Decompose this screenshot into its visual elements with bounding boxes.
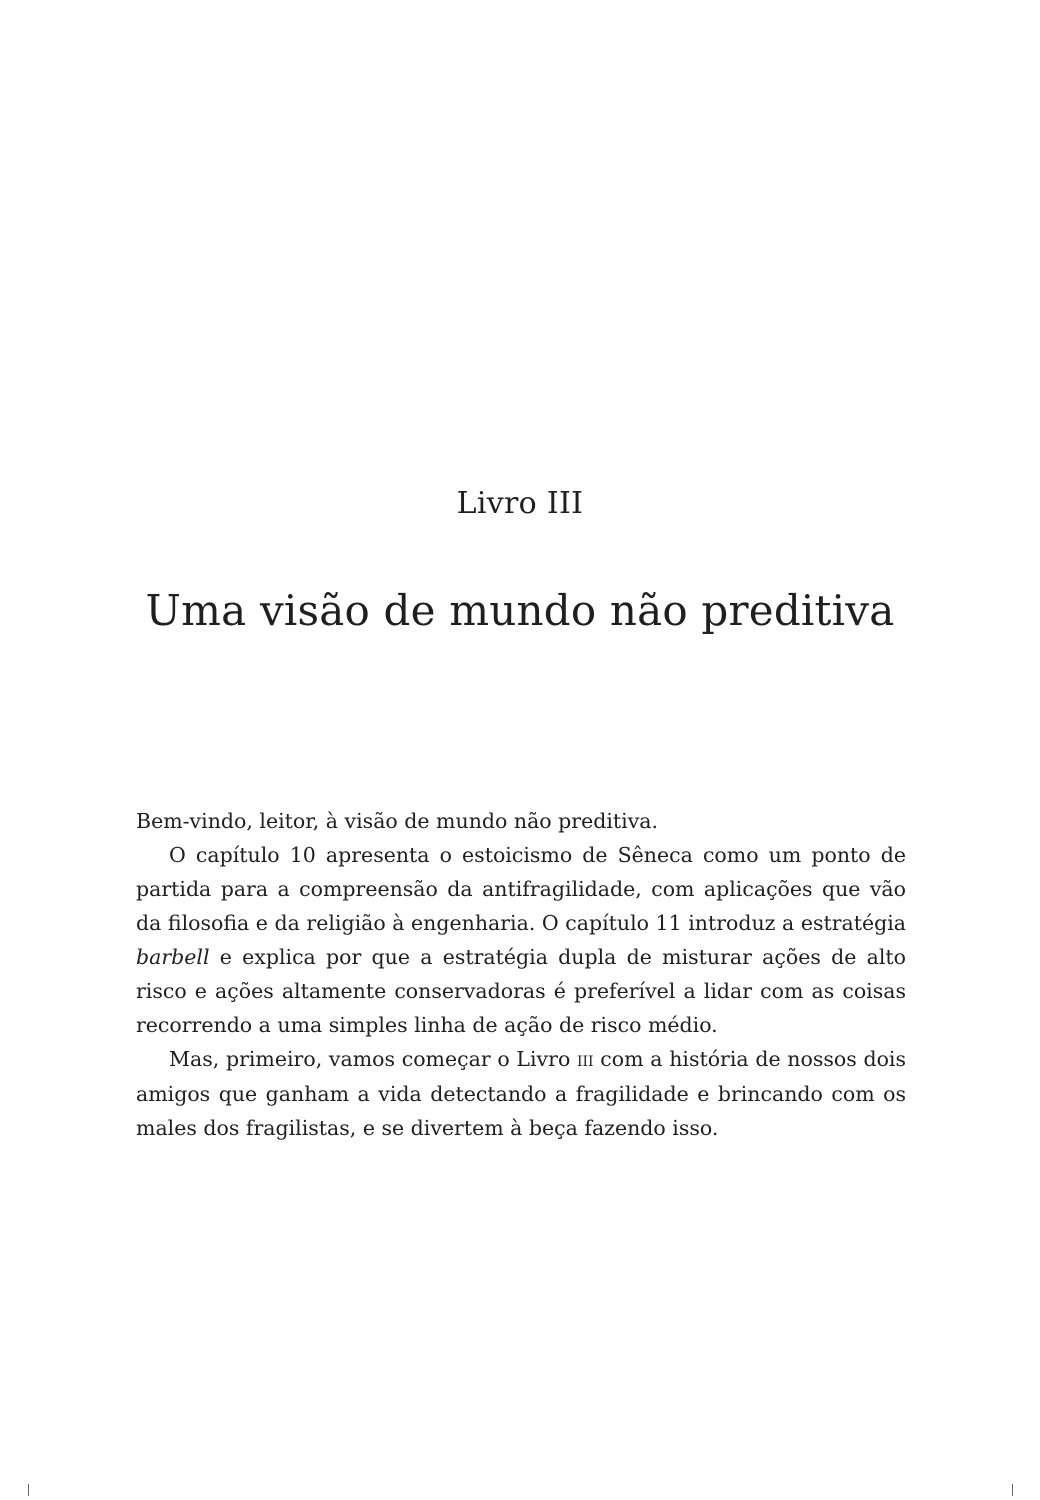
part-title: Uma visão de mundo não preditiva [145, 586, 895, 635]
paragraph-welcome [136, 804, 906, 838]
paragraph-welcome-text: Bem-vindo, leitor, à visão de mundo não preditiva. [136, 809, 659, 833]
barbell-term: barbell [136, 945, 210, 969]
book-number-smallcaps: iii [577, 1048, 594, 1071]
crop-mark-right [1012, 1484, 1013, 1496]
book-part-label: Livro III [456, 486, 584, 521]
paragraph-chapters-text-2: e explica por que a estratégia dupla de misturar ações de alto risco e ações altamente conservadoras é preferível a lidar com as coisas recorrendo a uma simples linha de ação de risco médio. [136, 945, 906, 1037]
paragraph-friends [136, 1042, 906, 1145]
paragraph-chapters [136, 838, 906, 1042]
intro-text [136, 804, 906, 1145]
paragraph-friends-text-1: Mas, primeiro, vamos começar o Livro [169, 1047, 577, 1071]
paragraph-friends-text-2: com a história de nossos dois amigos que ganham a vida detectando a fragilidade e brincando com os males dos fragilistas, e se divertem à beça fazendo isso. [136, 1047, 906, 1140]
paragraph-chapters-text-1: O capítulo 10 apresenta o estoicismo de Sêneca como um ponto de partida para a compreensão da antifragilidade, com aplicações que vão da filosofia e da religião à engenharia. O capítulo 11 introduz a estratégia [136, 843, 906, 935]
crop-mark-left [28, 1484, 29, 1496]
